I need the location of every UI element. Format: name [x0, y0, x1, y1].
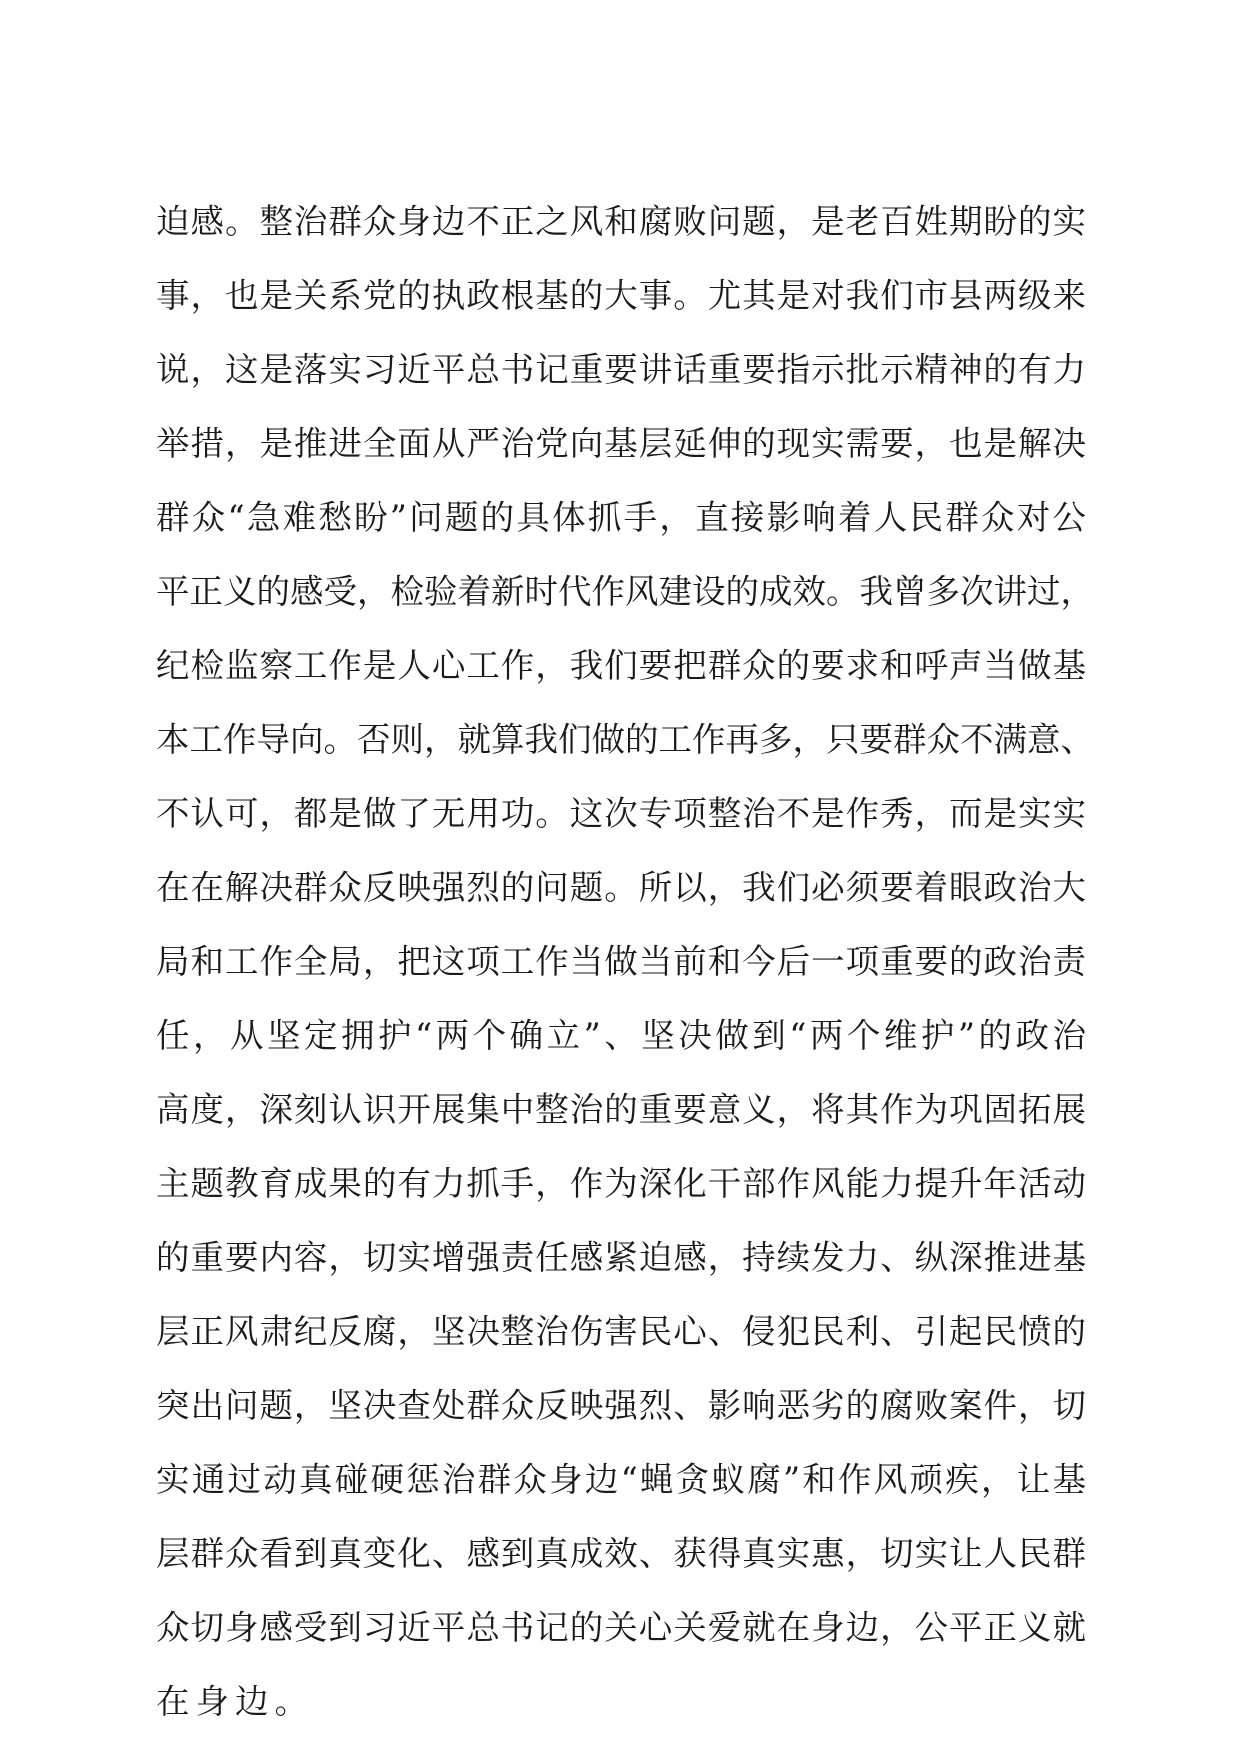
text-line-9: 不认可，都是做了无用功。这次专项整治不是作秀，而是实实 [156, 794, 1086, 833]
text-line-8: 本工作导向。否则，就算我们做的工作再多，只要群众不满意、 [156, 720, 1094, 759]
text-line-20: 众切身感受到习近平总书记的关心关爱就在身边，公平正义就 [156, 1608, 1086, 1647]
text-line-7: 纪检监察工作是人心工作，我们要把群众的要求和呼声当做基 [156, 646, 1086, 685]
text-line-19: 层群众看到真变化、感到真成效、获得真实惠，切实让人民群 [156, 1534, 1086, 1573]
text-line-10: 在在解决群众反映强烈的问题。所以，我们必须要着眼政治大 [156, 868, 1086, 907]
text-line-14: 主题教育成果的有力抓手，作为深化干部作风能力提升年活动 [156, 1164, 1086, 1203]
text-line-16: 层正风肃纪反腐，坚决整治伤害民心、侵犯民利、引起民愤的 [156, 1312, 1086, 1351]
text-line-5: 群众“急难愁盼”问题的具体抓手，直接影响着人民群众对公 [156, 498, 1086, 537]
text-line-18: 实通过动真碰硬惩治群众身边“蝇贪蚁腐”和作风顽疾，让基 [156, 1460, 1086, 1499]
text-line-17: 突出问题，坚决查处群众反映强烈、影响恶劣的腐败案件，切 [156, 1386, 1086, 1425]
text-line-15: 的重要内容，切实增强责任感紧迫感，持续发力、纵深推进基 [156, 1238, 1086, 1277]
text-line-4: 举措，是推进全面从严治党向基层延伸的现实需要，也是解决 [156, 424, 1086, 463]
text-line-11: 局和工作全局，把这项工作当做当前和今后一项重要的政治责 [156, 942, 1086, 981]
text-line-2: 事，也是关系党的执政根基的大事。尤其是对我们市县两级来 [156, 276, 1086, 315]
text-line-13: 高度，深刻认识开展集中整治的重要意义，将其作为巩固拓展 [156, 1090, 1086, 1129]
text-line-1: 迫感。整治群众身边不正之风和腐败问题，是老百姓期盼的实 [156, 202, 1086, 241]
text-line-6: 平正义的感受，检验着新时代作风建设的成效。我曾多次讲过， [156, 572, 1094, 611]
text-line-21: 在身边。 [156, 1682, 314, 1721]
text-line-3: 说，这是落实习近平总书记重要讲话重要指示批示精神的有力 [156, 350, 1086, 389]
body-paragraph [156, 185, 1094, 1739]
text-line-12: 任，从坚定拥护“两个确立”、坚决做到“两个维护”的政治 [156, 1016, 1086, 1055]
